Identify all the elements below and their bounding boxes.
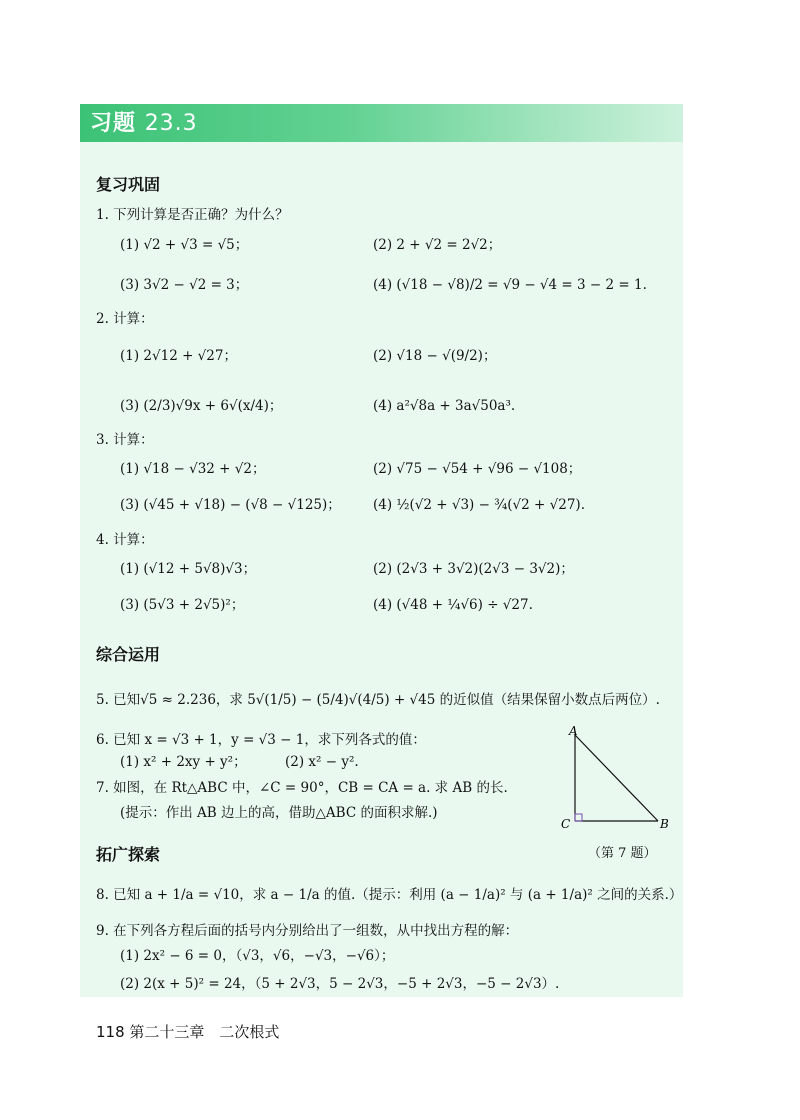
q9-stem: 9. 在下列各方程后面的括号内分别给出了一组数，从中找出方程的解： (96, 923, 519, 939)
vertex-c-label: C (561, 817, 571, 831)
q3-c: (3) (√45 + √18) − (√8 − √125)； (120, 497, 341, 513)
q4-c: (3) (5√3 + 2√5)²； (120, 597, 245, 613)
figure-caption: （第 7 题） (588, 846, 657, 861)
q9-a: (1) 2x² − 6 = 0，（√3，√6，−√3，−√6）； (120, 948, 395, 964)
q4-b: (2) (2√3 + 3√2)(2√3 − 3√2)； (373, 561, 574, 577)
triangle-figure (560, 725, 670, 835)
right-angle-mark (575, 814, 582, 821)
q1-b: (2) 2 + √2 = 2√2； (373, 237, 502, 253)
vertex-b-label: B (660, 817, 669, 831)
q5: 5. 已知√5 ≈ 2.236，求 5√(1/5) − (5/4)√(4/5) + √45 的近似值（结果保留小数点后两位）. (96, 692, 660, 708)
section-apply: 综合运用 (96, 645, 161, 664)
q4-a: (1) (√12 + 5√8)√3； (120, 561, 257, 577)
q1-d: (4) (√18 − √8)/2 = √9 − √4 = 3 − 2 = 1. (373, 277, 647, 293)
section-explore: 拓广探索 (96, 845, 161, 864)
vertex-a-label: A (569, 725, 578, 738)
page-footer (96, 1021, 279, 1042)
q8: 8. 已知 a + 1/a = √10，求 a − 1/a 的值.（提示：利用 (a − 1/a)² 与 (a + 1/a)² 之间的关系.） (96, 887, 683, 903)
q3-d: (4) ½(√2 + √3) − ¾(√2 + √27). (373, 497, 585, 513)
q1-stem: 1. 下列计算是否正确？为什么？ (96, 207, 289, 223)
q2-d: (4) a²√8a + 3a√50a³. (373, 398, 516, 414)
chapter-title: 第二十三章 二次根式 (129, 1023, 280, 1041)
q2-c: (3) (2/3)√9x + 6√(x/4)； (120, 398, 283, 414)
q4-d: (4) (√48 + ¼√6) ÷ √27. (373, 597, 533, 613)
q1-a: (1) √2 + √3 = √5； (120, 237, 249, 253)
q2-b: (2) √18 − √(9/2)； (373, 348, 497, 364)
q7-stem: 7. 如图，在 Rt△ABC 中，∠C = 90°，CB = CA = a. 求 AB 的长. (96, 780, 508, 796)
q7-hint: (提示：作出 AB 边上的高，借助△ABC 的面积求解.) (120, 805, 438, 821)
q4-stem: 4. 计算： (96, 532, 154, 548)
page-number: 118 (96, 1023, 125, 1041)
q3-stem: 3. 计算： (96, 432, 154, 448)
q2-stem: 2. 计算： (96, 311, 154, 327)
q3-b: (2) √75 − √54 + √96 − √108； (373, 461, 582, 477)
side-ab (575, 735, 658, 821)
q6-b: (2) x² − y². (285, 754, 359, 770)
section-review: 复习巩固 (96, 175, 161, 194)
banner-title: 习题 23.3 (90, 111, 198, 136)
q2-a: (1) 2√12 + √27； (120, 348, 237, 364)
q6-a: (1) x² + 2xy + y²； (120, 754, 247, 770)
q6-stem: 6. 已知 x = √3 + 1，y = √3 − 1，求下列各式的值： (96, 732, 426, 748)
q1-c: (3) 3√2 − √2 = 3； (120, 277, 249, 293)
q9-b: (2) 2(x + 5)² = 24，（5 + 2√3，5 − 2√3，−5 + 2√3，−5 − 2√3）. (120, 976, 560, 992)
q3-a: (1) √18 − √32 + √2； (120, 461, 266, 477)
